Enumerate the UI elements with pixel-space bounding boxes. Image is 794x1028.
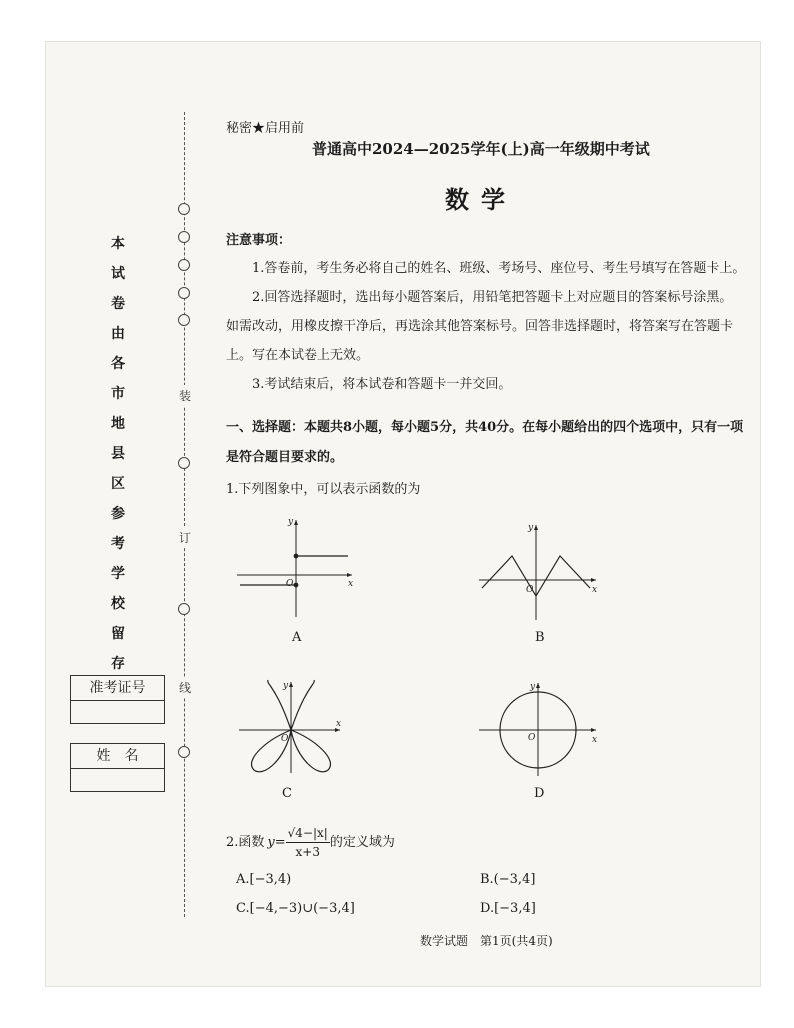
name-label: 姓 名: [71, 744, 164, 769]
binding-char-xian: 线: [179, 677, 191, 698]
binding-hole: [178, 231, 190, 243]
svg-text:x: x: [348, 579, 354, 589]
exam-title: 普通高中2024—2025学年(上)高一年级期中考试: [312, 140, 650, 158]
binding-hole: [178, 746, 190, 758]
notice-item-1: 1.答卷前，考生务必将自己的姓名、班级、考场号、座位号、考生号填写在答题卡上。: [252, 261, 746, 276]
page-footer: 数学试题 第1页(共4页): [420, 934, 553, 948]
graph-c-label: C: [282, 786, 292, 801]
exam-id-box: [70, 675, 165, 724]
notice-item-3: 3.考试结束后，将本试卷和答题卡一并交回。: [252, 377, 512, 392]
secret-label: 秘密★启用前: [226, 121, 305, 136]
exam-id-label: 准考证号: [71, 676, 164, 701]
graph-b-label: B: [535, 630, 545, 645]
q2-denominator: x+3: [295, 845, 320, 859]
svg-text:y: y: [530, 682, 536, 692]
svg-text:y: y: [528, 523, 534, 533]
notice-title: 注意事项：: [226, 233, 292, 248]
binding-hole: [178, 314, 190, 326]
q2-fraction: [286, 824, 330, 861]
svg-text:O: O: [281, 734, 289, 744]
svg-text:O: O: [286, 579, 294, 589]
svg-text:x: x: [592, 735, 598, 745]
binding-char-ding: 订: [179, 527, 191, 548]
question-2-stem: [226, 824, 395, 861]
q2-option-d[interactable]: D.[−3,4]: [480, 901, 536, 916]
binding-hole: [178, 203, 190, 215]
subject-title: 数学: [445, 185, 517, 214]
q2-y-eq: y=: [267, 834, 286, 850]
svg-text:x: x: [336, 719, 342, 729]
svg-text:x: x: [592, 585, 598, 595]
notice-item-2-end: 上。写在本试卷上无效。: [226, 348, 370, 363]
svg-text:y: y: [288, 517, 294, 527]
svg-text:O: O: [526, 585, 534, 595]
graph-c[interactable]: [236, 678, 346, 778]
q2-numerator: √4−|x|: [286, 824, 330, 843]
section-heading: 一、选择题：本题共8小题，每小题5分，共40分。在每小题给出的四个选项中，只有一项: [226, 420, 744, 435]
notice-item-2: 2.回答选择题时，选出每小题答案后，用铅笔把答题卡上对应题目的答案标号涂黑。: [252, 290, 733, 305]
graph-a-label: A: [292, 630, 302, 645]
question-1-stem: 1.下列图象中，可以表示函数的为: [226, 482, 421, 497]
binding-hole: [178, 603, 190, 615]
svg-text:y: y: [283, 681, 289, 691]
binding-hole: [178, 287, 190, 299]
q2-option-c[interactable]: C.[−4,−3)∪(−3,4]: [236, 901, 355, 916]
svg-text:O: O: [528, 733, 536, 743]
q2-option-a[interactable]: A.[−3,4): [236, 872, 292, 887]
notice-item-2-cont: 如需改动，用橡皮擦干净后，再选涂其他答案标号。回答非选择题时，将答案写在答题卡: [226, 319, 734, 334]
section-heading-cont: 是符合题目要求的。: [226, 450, 344, 465]
binding-char-zhuang: 装: [179, 385, 191, 406]
name-field[interactable]: [71, 769, 164, 791]
q2-suffix: 的定义域为: [329, 834, 395, 850]
graph-d[interactable]: [476, 680, 601, 780]
binding-hole: [178, 259, 190, 271]
name-box: [70, 743, 165, 792]
exam-id-field[interactable]: [71, 701, 164, 723]
graph-a[interactable]: [232, 512, 360, 622]
binding-hole: [178, 457, 190, 469]
graph-d-label: D: [534, 786, 545, 801]
q2-prefix: 2.函数: [226, 834, 265, 850]
graph-b[interactable]: [476, 520, 601, 625]
q2-option-b[interactable]: B.(−3,4]: [480, 872, 536, 887]
